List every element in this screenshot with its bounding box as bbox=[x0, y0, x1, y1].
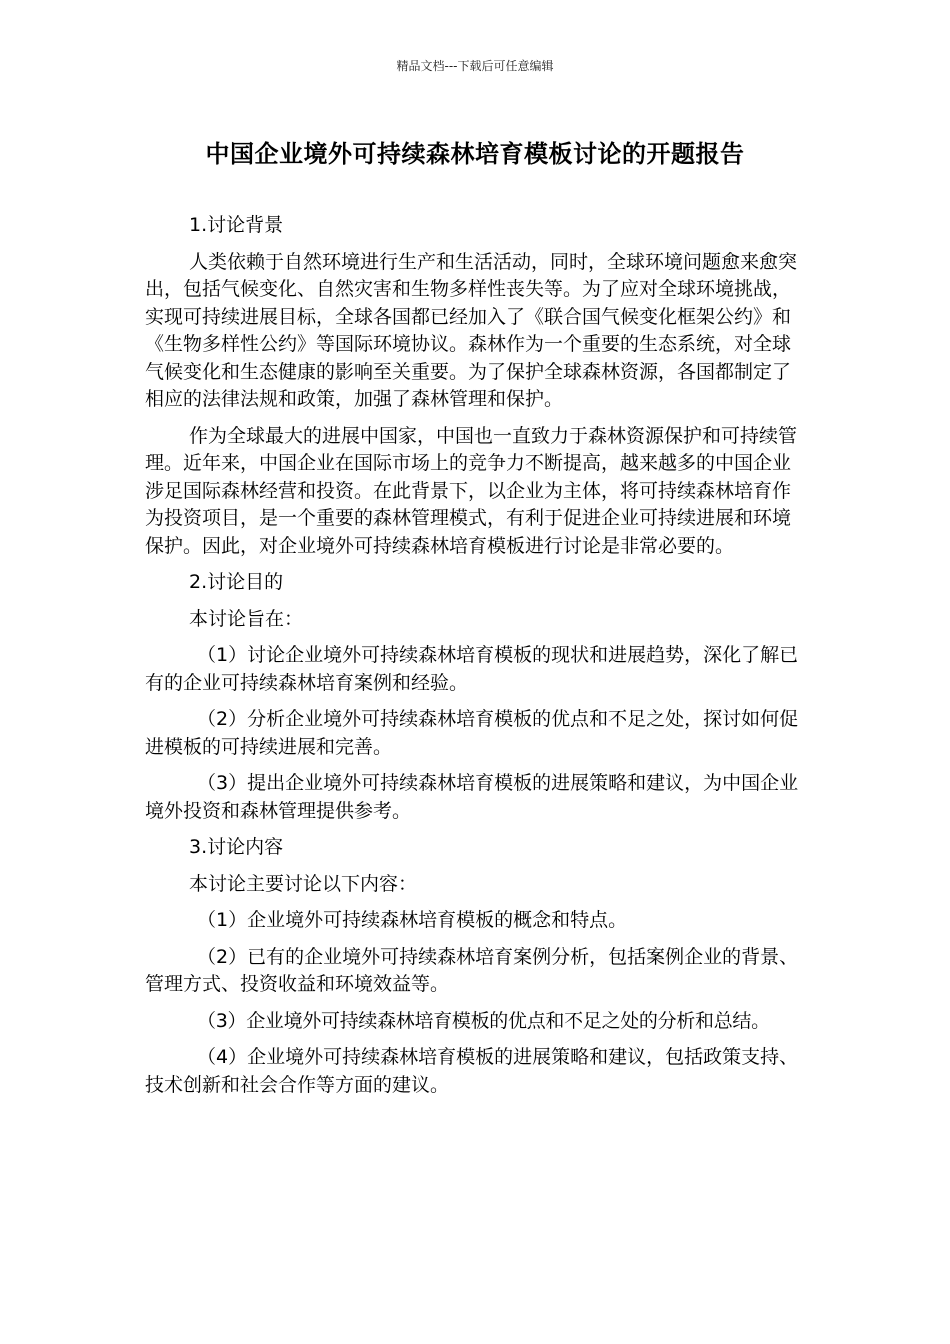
section-heading-background: 1.讨论背景 bbox=[189, 214, 284, 236]
list-item-content-2: （2）已有的企业境外可持续森林培育案例分析，包括案例企业的背景、管理方式、投资收益和环境效益等。 bbox=[145, 945, 799, 995]
list-item-content-3: （3）企业境外可持续森林培育模板的优点和不足之处的分析和总结。 bbox=[197, 1009, 770, 1032]
list-item-purpose-2: （2）分析企业境外可持续森林培育模板的优点和不足之处，探讨如何促进模板的可持续进展和完善。 bbox=[145, 708, 799, 758]
page-header: 精品文档---下载后可任意编辑 bbox=[396, 59, 554, 73]
section-heading-purpose: 2.讨论目的 bbox=[189, 571, 284, 593]
list-item-purpose-3: （3）提出企业境外可持续森林培育模板的进展策略和建议，为中国企业境外投资和森林管理提供参考。 bbox=[145, 772, 799, 822]
document-title: 中国企业境外可持续森林培育模板讨论的开题报告 bbox=[205, 140, 745, 168]
list-item-content-1: （1）企业境外可持续森林培育模板的概念和特点。 bbox=[197, 909, 628, 931]
paragraph-content-intro: 本讨论主要讨论以下内容： bbox=[189, 872, 418, 895]
paragraph-background-1: 人类依赖于自然环境进行生产和生活活动，同时，全球环境问题愈来愈突出，包括气候变化、自然灾害和生物多样性丧失等。为了应对全球环境挑战，实现可持续进展目标，全球各国都已经加入了《联合国气候变化框架公约》和《生物多样性公约》等国际环境协议。森林作为一个重要的生态系统，对全球气候变化和生态健康的影响至关重要。为了保护全球森林资源，各国都制定了相应的法律法规和政策，加强了森林管理和保护。 bbox=[145, 250, 798, 410]
document-body bbox=[145, 212, 809, 1108]
list-item-purpose-1: （1）讨论企业境外可持续森林培育模板的现状和进展趋势，深化了解已有的企业可持续森林培育案例和经验。 bbox=[145, 644, 799, 694]
section-heading-content: 3.讨论内容 bbox=[189, 836, 284, 858]
paragraph-background-2: 作为全球最大的进展中国家，中国也一直致力于森林资源保护和可持续管理。近年来，中国企业在国际市场上的竞争力不断提高，越来越多的中国企业涉足国际森林经营和投资。在此背景下，以企业为主体，将可持续森林培育作为投资项目，是一个重要的森林管理模式，有利于促进企业可持续进展和环境保护。因此，对企业境外可持续森林培育模板进行讨论是非常必要的。 bbox=[145, 424, 798, 557]
list-item-content-4: （4）企业境外可持续森林培育模板的进展策略和建议，包括政策支持、技术创新和社会合作等方面的建议。 bbox=[145, 1046, 799, 1096]
paragraph-purpose-intro: 本讨论旨在： bbox=[189, 607, 304, 630]
